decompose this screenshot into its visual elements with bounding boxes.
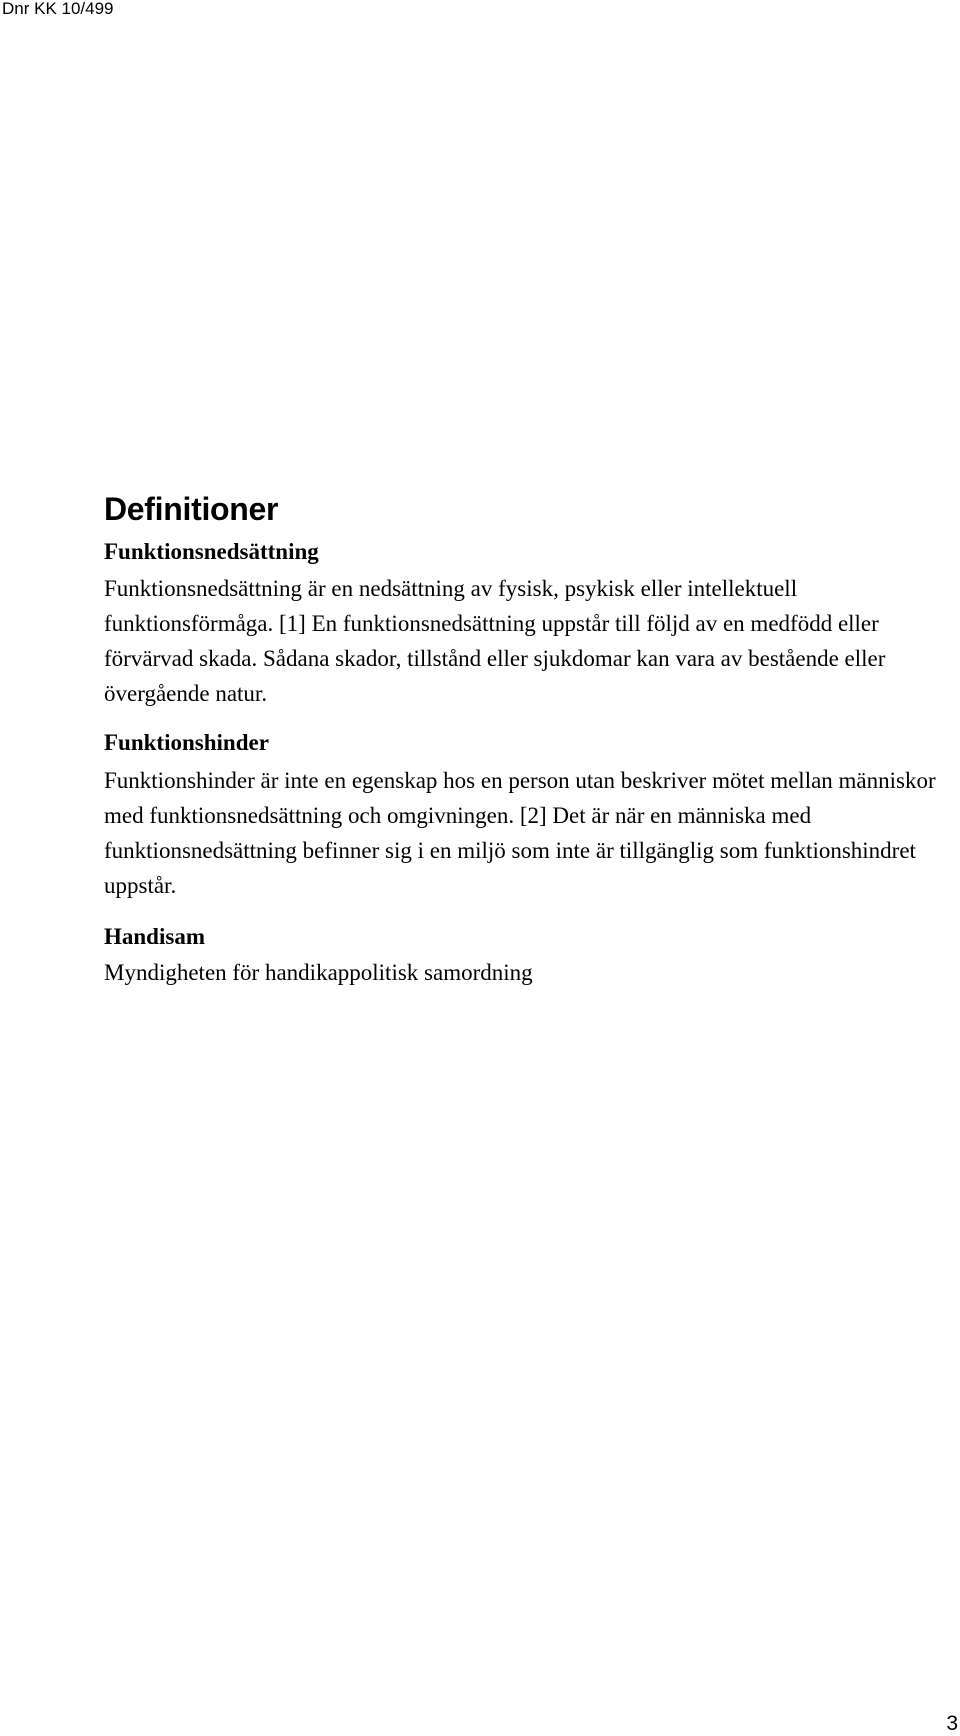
- page-title: Definitioner: [104, 491, 279, 527]
- document-reference: Dnr KK 10/499: [2, 0, 114, 18]
- definitions-section: [104, 489, 944, 990]
- definition-term-funktionsnedsattning: Funktionsnedsättning: [104, 539, 319, 564]
- definition-text-handisam: Myndigheten för handikappolitisk samordning: [104, 960, 533, 985]
- definition-text-funktionsnedsattning: Funktionsnedsättning är en nedsättning av fysisk, psykisk eller intellektuell funktionsförmåga. [1] En funktionsnedsättning uppstår till följd av en medfödd eller förvärvad skada. Sådana skador, tillstånd eller sjukdomar kan vara av bestående eller övergående natur.: [104, 576, 886, 706]
- definition-term-handisam: Handisam: [104, 924, 205, 949]
- definition-text-funktionshinder: Funktionshinder är inte en egenskap hos en person utan beskriver mötet mellan människor med funktionsnedsättning och omgivningen. [2] Det är när en människa med funktionsnedsättning befinner sig i en miljö som inte är tillgänglig som funktionshindret uppstår.: [104, 768, 936, 898]
- definition-term-funktionshinder: Funktionshinder: [104, 730, 269, 755]
- page-number: 3: [946, 1712, 958, 1735]
